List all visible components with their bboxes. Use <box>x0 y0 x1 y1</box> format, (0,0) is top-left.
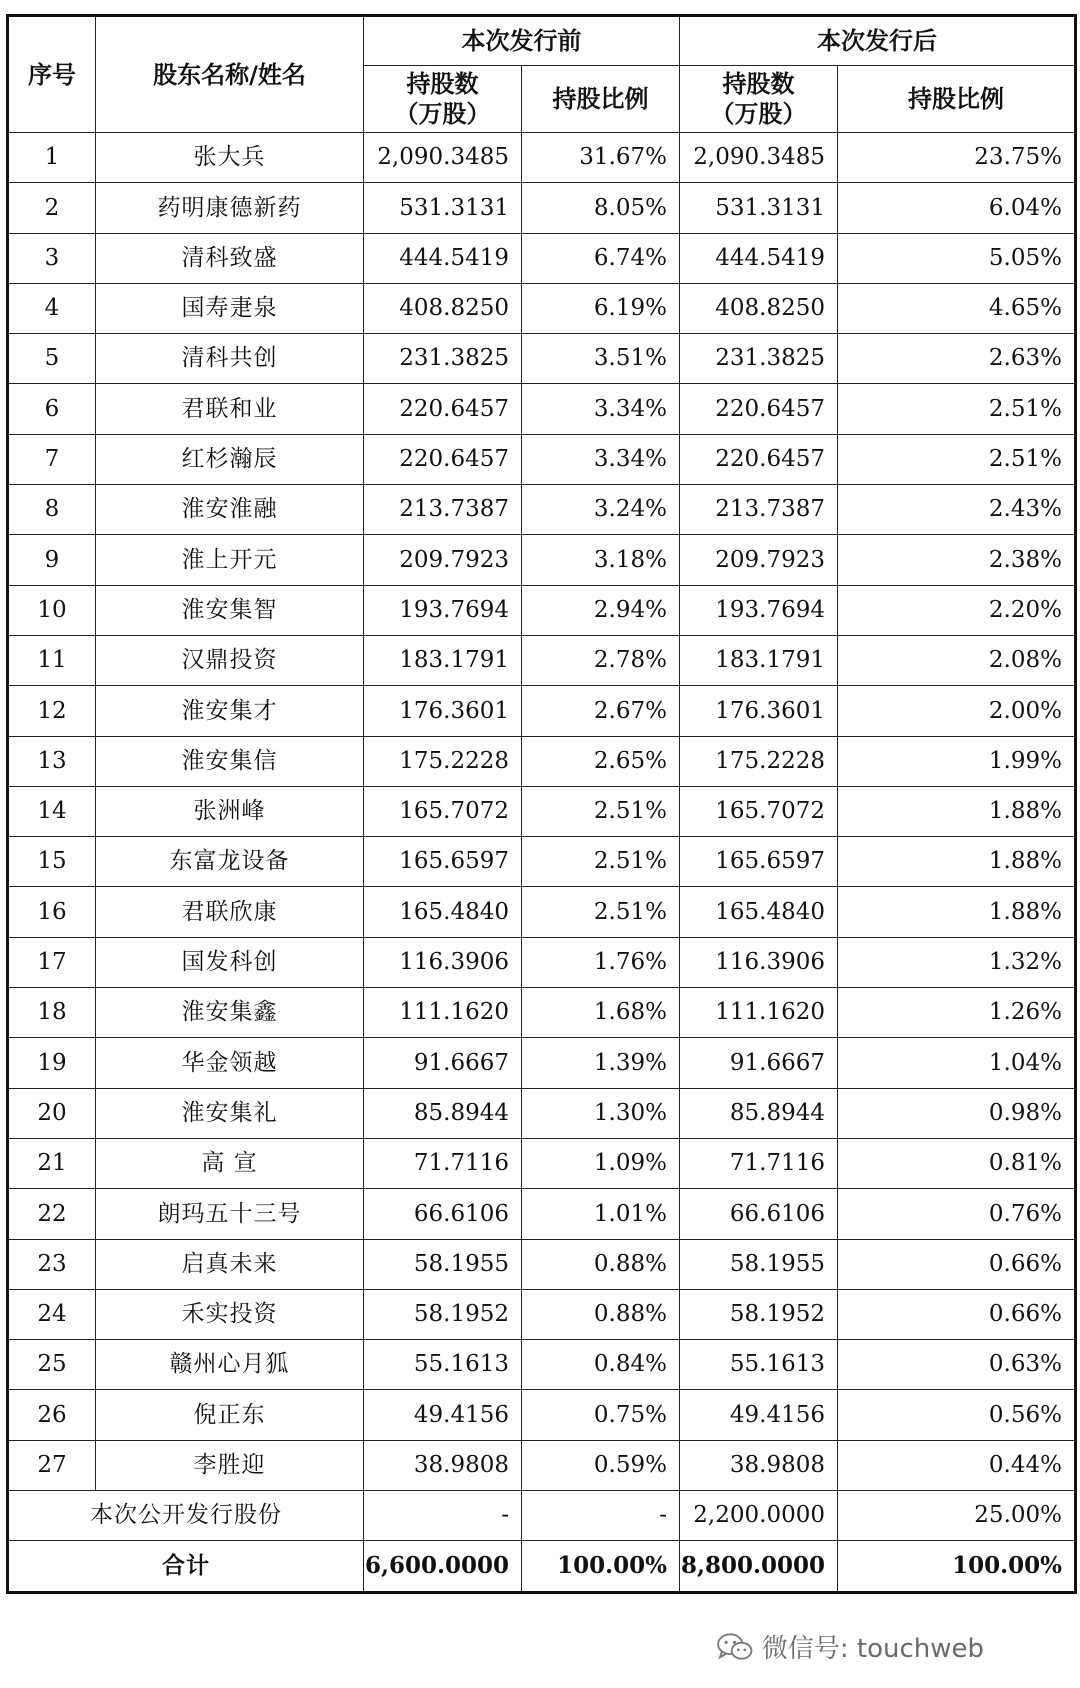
row-ratio-after: 1.32% <box>838 937 1076 987</box>
row-shares-after: 55.1613 <box>680 1340 838 1390</box>
row-ratio-after: 1.99% <box>838 736 1076 786</box>
total-shares-after: 8,800.0000 <box>680 1541 838 1592</box>
row-shares-after: 176.3601 <box>680 686 838 736</box>
shares-unit: （万股） <box>394 100 491 128</box>
row-shares-before: 220.6457 <box>364 384 522 434</box>
row-no: 23 <box>8 1239 96 1289</box>
row-no: 14 <box>8 786 96 836</box>
row-name: 高 宣 <box>96 1138 364 1188</box>
row-no: 4 <box>8 283 96 333</box>
row-no: 9 <box>8 535 96 585</box>
row-shares-after: 209.7923 <box>680 535 838 585</box>
row-shares-before: 49.4156 <box>364 1390 522 1440</box>
row-shares-after: 38.9808 <box>680 1440 838 1490</box>
row-name: 药明康德新药 <box>96 183 364 233</box>
row-ratio-before: 2.94% <box>522 585 680 635</box>
table-row <box>8 1239 1076 1289</box>
row-no: 27 <box>8 1440 96 1490</box>
public-offering-shares-before: - <box>364 1491 522 1541</box>
row-shares-after: 58.1952 <box>680 1289 838 1339</box>
row-shares-after: 165.6597 <box>680 837 838 887</box>
row-name: 国寿疌泉 <box>96 283 364 333</box>
row-ratio-before: 0.75% <box>522 1390 680 1440</box>
row-shares-after: 193.7694 <box>680 585 838 635</box>
row-name: 淮安集鑫 <box>96 988 364 1038</box>
table-row <box>8 1289 1076 1339</box>
row-name: 淮安集智 <box>96 585 364 635</box>
row-ratio-before: 1.68% <box>522 988 680 1038</box>
row-shares-after: 408.8250 <box>680 283 838 333</box>
total-shares-before: 6,600.0000 <box>364 1541 522 1592</box>
row-ratio-after: 0.56% <box>838 1390 1076 1440</box>
row-ratio-before: 0.84% <box>522 1340 680 1390</box>
row-no: 1 <box>8 133 96 183</box>
table-row <box>8 1038 1076 1088</box>
row-shares-after: 444.5419 <box>680 233 838 283</box>
row-ratio-before: 2.51% <box>522 837 680 887</box>
row-shares-before: 55.1613 <box>364 1340 522 1390</box>
row-no: 8 <box>8 485 96 535</box>
row-shares-before: 193.7694 <box>364 585 522 635</box>
row-no: 18 <box>8 988 96 1038</box>
total-label: 合计 <box>8 1541 364 1592</box>
row-shares-before: 220.6457 <box>364 434 522 484</box>
row-shares-after: 175.2228 <box>680 736 838 786</box>
public-offering-shares-after: 2,200.0000 <box>680 1491 838 1541</box>
table-row <box>8 736 1076 786</box>
table-row <box>8 988 1076 1038</box>
row-no: 12 <box>8 686 96 736</box>
row-shares-before: 85.8944 <box>364 1088 522 1138</box>
row-ratio-before: 2.51% <box>522 786 680 836</box>
row-ratio-before: 1.76% <box>522 937 680 987</box>
total-ratio-after: 100.00% <box>838 1541 1076 1592</box>
row-no: 16 <box>8 887 96 937</box>
col-header-no: 序号 <box>8 16 96 133</box>
row-ratio-after: 1.88% <box>838 786 1076 836</box>
row-shares-after: 116.3906 <box>680 937 838 987</box>
row-shares-after: 165.4840 <box>680 887 838 937</box>
row-shares-before: 66.6106 <box>364 1189 522 1239</box>
row-shares-after: 85.8944 <box>680 1088 838 1138</box>
row-shares-after: 213.7387 <box>680 485 838 535</box>
row-shares-before: 111.1620 <box>364 988 522 1038</box>
shareholder-table <box>6 14 1077 1594</box>
public-offering-label: 本次公开发行股份 <box>8 1491 364 1541</box>
shares-unit: （万股） <box>710 100 807 128</box>
row-no: 2 <box>8 183 96 233</box>
row-ratio-after: 0.76% <box>838 1189 1076 1239</box>
row-ratio-after: 2.43% <box>838 485 1076 535</box>
table-row <box>8 1088 1076 1138</box>
table-row <box>8 233 1076 283</box>
row-no: 20 <box>8 1088 96 1138</box>
row-ratio-after: 0.98% <box>838 1088 1076 1138</box>
table-row <box>8 1440 1076 1490</box>
shares-label: 持股数 <box>722 70 795 98</box>
row-name: 淮上开元 <box>96 535 364 585</box>
row-shares-before: 71.7116 <box>364 1138 522 1188</box>
table-row <box>8 334 1076 384</box>
table-row <box>8 1340 1076 1390</box>
row-shares-before: 183.1791 <box>364 635 522 685</box>
row-no: 24 <box>8 1289 96 1339</box>
row-name: 汉鼎投资 <box>96 635 364 685</box>
row-name: 东富龙设备 <box>96 837 364 887</box>
row-ratio-before: 3.24% <box>522 485 680 535</box>
row-ratio-before: 3.34% <box>522 434 680 484</box>
row-name: 清科致盛 <box>96 233 364 283</box>
row-ratio-before: 2.51% <box>522 887 680 937</box>
row-ratio-after: 2.51% <box>838 384 1076 434</box>
row-ratio-before: 3.51% <box>522 334 680 384</box>
row-shares-after: 531.3131 <box>680 183 838 233</box>
row-shares-after: 231.3825 <box>680 334 838 384</box>
row-ratio-after: 1.26% <box>838 988 1076 1038</box>
row-ratio-after: 1.88% <box>838 837 1076 887</box>
row-shares-before: 213.7387 <box>364 485 522 535</box>
row-name: 张大兵 <box>96 133 364 183</box>
row-shares-after: 220.6457 <box>680 434 838 484</box>
row-ratio-before: 3.34% <box>522 384 680 434</box>
table-row <box>8 887 1076 937</box>
table-row <box>8 635 1076 685</box>
row-shares-before: 165.7072 <box>364 786 522 836</box>
row-shares-after: 2,090.3485 <box>680 133 838 183</box>
row-name: 赣州心月狐 <box>96 1340 364 1390</box>
row-ratio-before: 2.78% <box>522 635 680 685</box>
row-ratio-before: 1.01% <box>522 1189 680 1239</box>
row-ratio-before: 1.09% <box>522 1138 680 1188</box>
row-no: 11 <box>8 635 96 685</box>
row-ratio-after: 0.81% <box>838 1138 1076 1188</box>
row-name: 李胜迎 <box>96 1440 364 1490</box>
row-ratio-before: 0.88% <box>522 1239 680 1289</box>
row-no: 15 <box>8 837 96 887</box>
shareholder-table-container <box>6 14 1074 1594</box>
row-shares-before: 38.9808 <box>364 1440 522 1490</box>
header-row-1 <box>8 16 1076 66</box>
row-name: 淮安集礼 <box>96 1088 364 1138</box>
public-offering-ratio-before: - <box>522 1491 680 1541</box>
table-row <box>8 1138 1076 1188</box>
col-header-ratio-before: 持股比例 <box>522 66 680 133</box>
row-shares-after: 220.6457 <box>680 384 838 434</box>
row-shares-before: 165.6597 <box>364 837 522 887</box>
row-ratio-after: 1.04% <box>838 1038 1076 1088</box>
row-shares-before: 58.1952 <box>364 1289 522 1339</box>
row-name: 华金领越 <box>96 1038 364 1088</box>
row-ratio-after: 0.66% <box>838 1239 1076 1289</box>
total-ratio-before: 100.00% <box>522 1541 680 1592</box>
total-row <box>8 1541 1076 1592</box>
row-name: 朗玛五十三号 <box>96 1189 364 1239</box>
row-name: 禾实投资 <box>96 1289 364 1339</box>
col-header-shares-after <box>680 66 838 133</box>
row-name: 启真未来 <box>96 1239 364 1289</box>
row-shares-after: 111.1620 <box>680 988 838 1038</box>
row-ratio-after: 2.38% <box>838 535 1076 585</box>
row-no: 19 <box>8 1038 96 1088</box>
row-shares-before: 176.3601 <box>364 686 522 736</box>
row-ratio-after: 4.65% <box>838 283 1076 333</box>
table-row <box>8 384 1076 434</box>
row-name: 清科共创 <box>96 334 364 384</box>
col-header-shares-before <box>364 66 522 133</box>
row-name: 国发科创 <box>96 937 364 987</box>
row-shares-after: 49.4156 <box>680 1390 838 1440</box>
row-ratio-before: 2.65% <box>522 736 680 786</box>
row-ratio-before: 2.67% <box>522 686 680 736</box>
row-shares-after: 71.7116 <box>680 1138 838 1188</box>
table-row <box>8 133 1076 183</box>
row-no: 7 <box>8 434 96 484</box>
wechat-icon <box>716 1632 754 1662</box>
row-ratio-before: 31.67% <box>522 133 680 183</box>
row-shares-before: 444.5419 <box>364 233 522 283</box>
group-header-before: 本次发行前 <box>364 16 680 66</box>
row-ratio-before: 0.59% <box>522 1440 680 1490</box>
row-name: 君联和业 <box>96 384 364 434</box>
row-shares-before: 165.4840 <box>364 887 522 937</box>
row-shares-before: 175.2228 <box>364 736 522 786</box>
table-row <box>8 585 1076 635</box>
row-shares-after: 91.6667 <box>680 1038 838 1088</box>
col-header-name: 股东名称/姓名 <box>96 16 364 133</box>
row-ratio-after: 23.75% <box>838 133 1076 183</box>
row-shares-before: 58.1955 <box>364 1239 522 1289</box>
public-offering-ratio-after: 25.00% <box>838 1491 1076 1541</box>
row-shares-before: 231.3825 <box>364 334 522 384</box>
table-row <box>8 283 1076 333</box>
row-ratio-after: 0.44% <box>838 1440 1076 1490</box>
row-no: 13 <box>8 736 96 786</box>
row-shares-before: 91.6667 <box>364 1038 522 1088</box>
row-ratio-after: 1.88% <box>838 887 1076 937</box>
row-ratio-after: 2.51% <box>838 434 1076 484</box>
table-row <box>8 686 1076 736</box>
row-ratio-before: 1.39% <box>522 1038 680 1088</box>
row-ratio-after: 2.20% <box>838 585 1076 635</box>
row-shares-after: 66.6106 <box>680 1189 838 1239</box>
watermark <box>716 1628 984 1665</box>
table-row <box>8 937 1076 987</box>
row-no: 26 <box>8 1390 96 1440</box>
row-no: 17 <box>8 937 96 987</box>
row-name: 淮安淮融 <box>96 485 364 535</box>
row-no: 10 <box>8 585 96 635</box>
table-row <box>8 1189 1076 1239</box>
row-no: 6 <box>8 384 96 434</box>
table-row <box>8 434 1076 484</box>
row-name: 淮安集信 <box>96 736 364 786</box>
table-row <box>8 183 1076 233</box>
row-shares-after: 165.7072 <box>680 786 838 836</box>
row-name: 红杉瀚辰 <box>96 434 364 484</box>
row-ratio-before: 3.18% <box>522 535 680 585</box>
row-no: 21 <box>8 1138 96 1188</box>
public-offering-row <box>8 1491 1076 1541</box>
row-shares-before: 2,090.3485 <box>364 133 522 183</box>
row-no: 5 <box>8 334 96 384</box>
table-body <box>8 133 1076 1593</box>
row-ratio-after: 0.66% <box>838 1289 1076 1339</box>
row-shares-before: 116.3906 <box>364 937 522 987</box>
row-name: 君联欣康 <box>96 887 364 937</box>
row-ratio-before: 6.19% <box>522 283 680 333</box>
row-ratio-after: 2.00% <box>838 686 1076 736</box>
col-header-ratio-after: 持股比例 <box>838 66 1076 133</box>
row-name: 淮安集才 <box>96 686 364 736</box>
table-row <box>8 837 1076 887</box>
row-shares-before: 408.8250 <box>364 283 522 333</box>
row-shares-before: 209.7923 <box>364 535 522 585</box>
row-no: 22 <box>8 1189 96 1239</box>
row-ratio-after: 2.63% <box>838 334 1076 384</box>
row-ratio-before: 8.05% <box>522 183 680 233</box>
row-ratio-before: 1.30% <box>522 1088 680 1138</box>
table-row <box>8 485 1076 535</box>
watermark-text: 微信号: touchweb <box>761 1634 984 1664</box>
row-ratio-before: 0.88% <box>522 1289 680 1339</box>
row-name: 张洲峰 <box>96 786 364 836</box>
row-shares-before: 531.3131 <box>364 183 522 233</box>
group-header-after: 本次发行后 <box>680 16 1076 66</box>
row-no: 3 <box>8 233 96 283</box>
table-row <box>8 786 1076 836</box>
row-ratio-after: 0.63% <box>838 1340 1076 1390</box>
row-ratio-after: 6.04% <box>838 183 1076 233</box>
row-ratio-before: 6.74% <box>522 233 680 283</box>
row-ratio-after: 5.05% <box>838 233 1076 283</box>
row-shares-after: 183.1791 <box>680 635 838 685</box>
row-no: 25 <box>8 1340 96 1390</box>
row-ratio-after: 2.08% <box>838 635 1076 685</box>
row-shares-after: 58.1955 <box>680 1239 838 1289</box>
table-row <box>8 1390 1076 1440</box>
shares-label: 持股数 <box>406 70 479 98</box>
row-name: 倪正东 <box>96 1390 364 1440</box>
table-row <box>8 535 1076 585</box>
